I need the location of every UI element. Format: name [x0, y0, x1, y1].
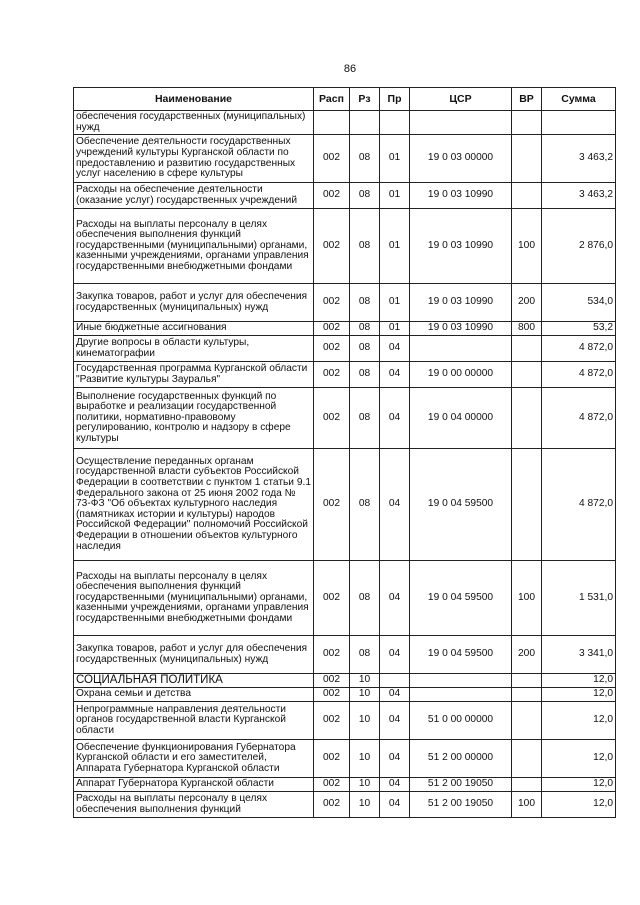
row-name: Расходы на выплаты персоналу в целях обеспечения выполнения функций государственными (муниципальными) органами, казенными учреждениями, органами управления государственными внебюджетными фондами	[74, 561, 314, 636]
row-csr: 51 2 00 00000	[410, 740, 512, 778]
row-rasp	[314, 111, 350, 135]
row-pr: 04	[380, 449, 410, 561]
row-sum: 3 463,2	[542, 135, 616, 183]
table-row	[74, 740, 616, 778]
row-vr	[512, 688, 542, 702]
row-name: СОЦИАЛЬНАЯ ПОЛИТИКА	[74, 674, 314, 688]
row-rz	[350, 111, 380, 135]
row-name: Расходы на выплаты персоналу в целях обеспечения выполнения функций государственными (муниципальными) органами, казенными учреждениями, органами управления государственными внебюджетными фондами	[74, 209, 314, 284]
table-row	[74, 362, 616, 388]
row-rasp: 002	[314, 636, 350, 674]
row-name: Закупка товаров, работ и услуг для обеспечения государственных (муниципальных) нужд	[74, 284, 314, 322]
row-vr	[512, 778, 542, 792]
row-csr: 19 0 03 10990	[410, 284, 512, 322]
table-row	[74, 135, 616, 183]
row-rasp: 002	[314, 561, 350, 636]
row-vr: 100	[512, 561, 542, 636]
row-rz: 08	[350, 183, 380, 209]
row-csr: 19 0 03 10990	[410, 209, 512, 284]
table-row	[74, 702, 616, 740]
table-row	[74, 449, 616, 561]
row-rasp: 002	[314, 688, 350, 702]
row-sum: 4 872,0	[542, 449, 616, 561]
row-vr	[512, 702, 542, 740]
row-csr: 51 2 00 19050	[410, 778, 512, 792]
row-csr: 19 0 00 00000	[410, 362, 512, 388]
table-row	[74, 792, 616, 818]
row-pr	[380, 674, 410, 688]
row-rz: 08	[350, 336, 380, 362]
row-rasp: 002	[314, 388, 350, 449]
header-sum: Сумма	[542, 88, 616, 111]
table-row	[74, 183, 616, 209]
table-body	[74, 111, 616, 818]
row-rz: 08	[350, 209, 380, 284]
row-csr: 51 2 00 19050	[410, 792, 512, 818]
table-row	[74, 636, 616, 674]
row-sum: 1 531,0	[542, 561, 616, 636]
row-name: Непрограммные направления деятельности органов государственной власти Курганской области	[74, 702, 314, 740]
header-rasp: Расп	[314, 88, 350, 111]
row-name: Расходы на обеспечение деятельности (оказание услуг) государственных учреждений	[74, 183, 314, 209]
row-vr	[512, 135, 542, 183]
row-pr	[380, 111, 410, 135]
table-row	[74, 336, 616, 362]
row-sum: 12,0	[542, 792, 616, 818]
row-csr: 19 0 03 10990	[410, 183, 512, 209]
row-csr: 51 0 00 00000	[410, 702, 512, 740]
row-rasp: 002	[314, 322, 350, 336]
row-rz: 10	[350, 778, 380, 792]
row-rz: 08	[350, 322, 380, 336]
row-sum: 3 463,2	[542, 183, 616, 209]
row-sum: 12,0	[542, 778, 616, 792]
row-pr: 04	[380, 362, 410, 388]
row-csr: 19 0 04 59500	[410, 449, 512, 561]
row-sum: 4 872,0	[542, 388, 616, 449]
row-csr	[410, 674, 512, 688]
row-csr	[410, 111, 512, 135]
row-sum	[542, 111, 616, 135]
row-name: Расходы на выплаты персоналу в целях обеспечения выполнения функций	[74, 792, 314, 818]
row-rz: 10	[350, 702, 380, 740]
row-sum: 12,0	[542, 674, 616, 688]
row-rz: 08	[350, 449, 380, 561]
row-rasp: 002	[314, 336, 350, 362]
row-pr: 04	[380, 336, 410, 362]
row-rz: 10	[350, 740, 380, 778]
row-vr	[512, 362, 542, 388]
row-rasp: 002	[314, 183, 350, 209]
row-pr: 01	[380, 284, 410, 322]
header-rz: Рз	[350, 88, 380, 111]
header-name: Наименование	[74, 88, 314, 111]
row-pr: 04	[380, 636, 410, 674]
row-rz: 10	[350, 674, 380, 688]
row-sum: 12,0	[542, 702, 616, 740]
table-row	[74, 284, 616, 322]
row-rasp: 002	[314, 674, 350, 688]
table-row	[74, 674, 616, 688]
row-name: Обеспечение деятельности государственных учреждений культуры Курганской области по предоставлению и развитию государственных услуг населению в сфере культуры	[74, 135, 314, 183]
row-vr	[512, 388, 542, 449]
row-name: Иные бюджетные ассигнования	[74, 322, 314, 336]
row-name: Выполнение государственных функций по выработке и реализации государственной политики, нормативно-правовому регулированию, контролю и надзору в сфере культуры	[74, 388, 314, 449]
budget-table	[73, 87, 616, 818]
row-pr: 04	[380, 388, 410, 449]
table-row	[74, 209, 616, 284]
row-pr: 04	[380, 740, 410, 778]
row-csr: 19 0 03 00000	[410, 135, 512, 183]
table-row	[74, 688, 616, 702]
row-pr: 04	[380, 561, 410, 636]
row-vr: 200	[512, 284, 542, 322]
row-sum: 53,2	[542, 322, 616, 336]
row-vr: 100	[512, 209, 542, 284]
table-row	[74, 111, 616, 135]
row-rasp: 002	[314, 135, 350, 183]
row-csr	[410, 336, 512, 362]
row-vr	[512, 449, 542, 561]
row-vr	[512, 336, 542, 362]
row-pr: 04	[380, 778, 410, 792]
table-row	[74, 561, 616, 636]
row-rz: 10	[350, 792, 380, 818]
row-rasp: 002	[314, 449, 350, 561]
row-vr	[512, 111, 542, 135]
row-vr	[512, 183, 542, 209]
row-sum: 534,0	[542, 284, 616, 322]
row-name: Осуществление переданных органам государственной власти субъектов Российской Федерации в соответствии с пунктом 1 статьи 9.1 Федерального закона от 25 июня 2002 года № 73-ФЗ "Об объектах культурного наследия (памятниках истории и культуры) народов Российской Федерации" полномочий Российской Федерации в отношении объектов культурного наследия	[74, 449, 314, 561]
row-sum: 12,0	[542, 740, 616, 778]
row-pr: 04	[380, 702, 410, 740]
row-rasp: 002	[314, 778, 350, 792]
row-sum: 2 876,0	[542, 209, 616, 284]
row-rz: 08	[350, 284, 380, 322]
row-rasp: 002	[314, 702, 350, 740]
row-rasp: 002	[314, 740, 350, 778]
row-pr: 01	[380, 183, 410, 209]
row-pr: 04	[380, 688, 410, 702]
row-rz: 08	[350, 362, 380, 388]
table-row	[74, 322, 616, 336]
row-name: Другие вопросы в области культуры, кинематографии	[74, 336, 314, 362]
row-rasp: 002	[314, 209, 350, 284]
row-vr	[512, 740, 542, 778]
row-sum: 4 872,0	[542, 336, 616, 362]
row-csr: 19 0 04 00000	[410, 388, 512, 449]
row-csr: 19 0 04 59500	[410, 561, 512, 636]
row-name: Закупка товаров, работ и услуг для обеспечения государственных (муниципальных) нужд	[74, 636, 314, 674]
row-name: Охрана семьи и детства	[74, 688, 314, 702]
row-pr: 04	[380, 792, 410, 818]
row-rz: 08	[350, 388, 380, 449]
row-pr: 01	[380, 322, 410, 336]
row-rz: 08	[350, 561, 380, 636]
row-pr: 01	[380, 135, 410, 183]
row-name: Государственная программа Курганской области "Развитие культуры Зауралья"	[74, 362, 314, 388]
table-row	[74, 388, 616, 449]
row-vr	[512, 674, 542, 688]
header-csr: ЦСР	[410, 88, 512, 111]
row-sum: 4 872,0	[542, 362, 616, 388]
row-vr: 100	[512, 792, 542, 818]
row-csr: 19 0 04 59500	[410, 636, 512, 674]
row-name: обеспечения государственных (муниципальных) нужд	[74, 111, 314, 135]
row-rasp: 002	[314, 284, 350, 322]
row-csr: 19 0 03 10990	[410, 322, 512, 336]
row-vr: 800	[512, 322, 542, 336]
row-name: Обеспечение функционирования Губернатора Курганской области и его заместителей, Аппарата Губернатора Курганской области	[74, 740, 314, 778]
row-vr: 200	[512, 636, 542, 674]
row-rz: 08	[350, 636, 380, 674]
header-pr: Пр	[380, 88, 410, 111]
page-number: 86	[343, 63, 357, 75]
header-vr: ВР	[512, 88, 542, 111]
table-row	[74, 778, 616, 792]
row-pr: 01	[380, 209, 410, 284]
row-rasp: 002	[314, 792, 350, 818]
row-csr	[410, 688, 512, 702]
row-sum: 12,0	[542, 688, 616, 702]
row-rasp: 002	[314, 362, 350, 388]
row-rz: 08	[350, 135, 380, 183]
table-header-row	[74, 88, 616, 111]
row-rz: 10	[350, 688, 380, 702]
row-name: Аппарат Губернатора Курганской области	[74, 778, 314, 792]
row-sum: 3 341,0	[542, 636, 616, 674]
